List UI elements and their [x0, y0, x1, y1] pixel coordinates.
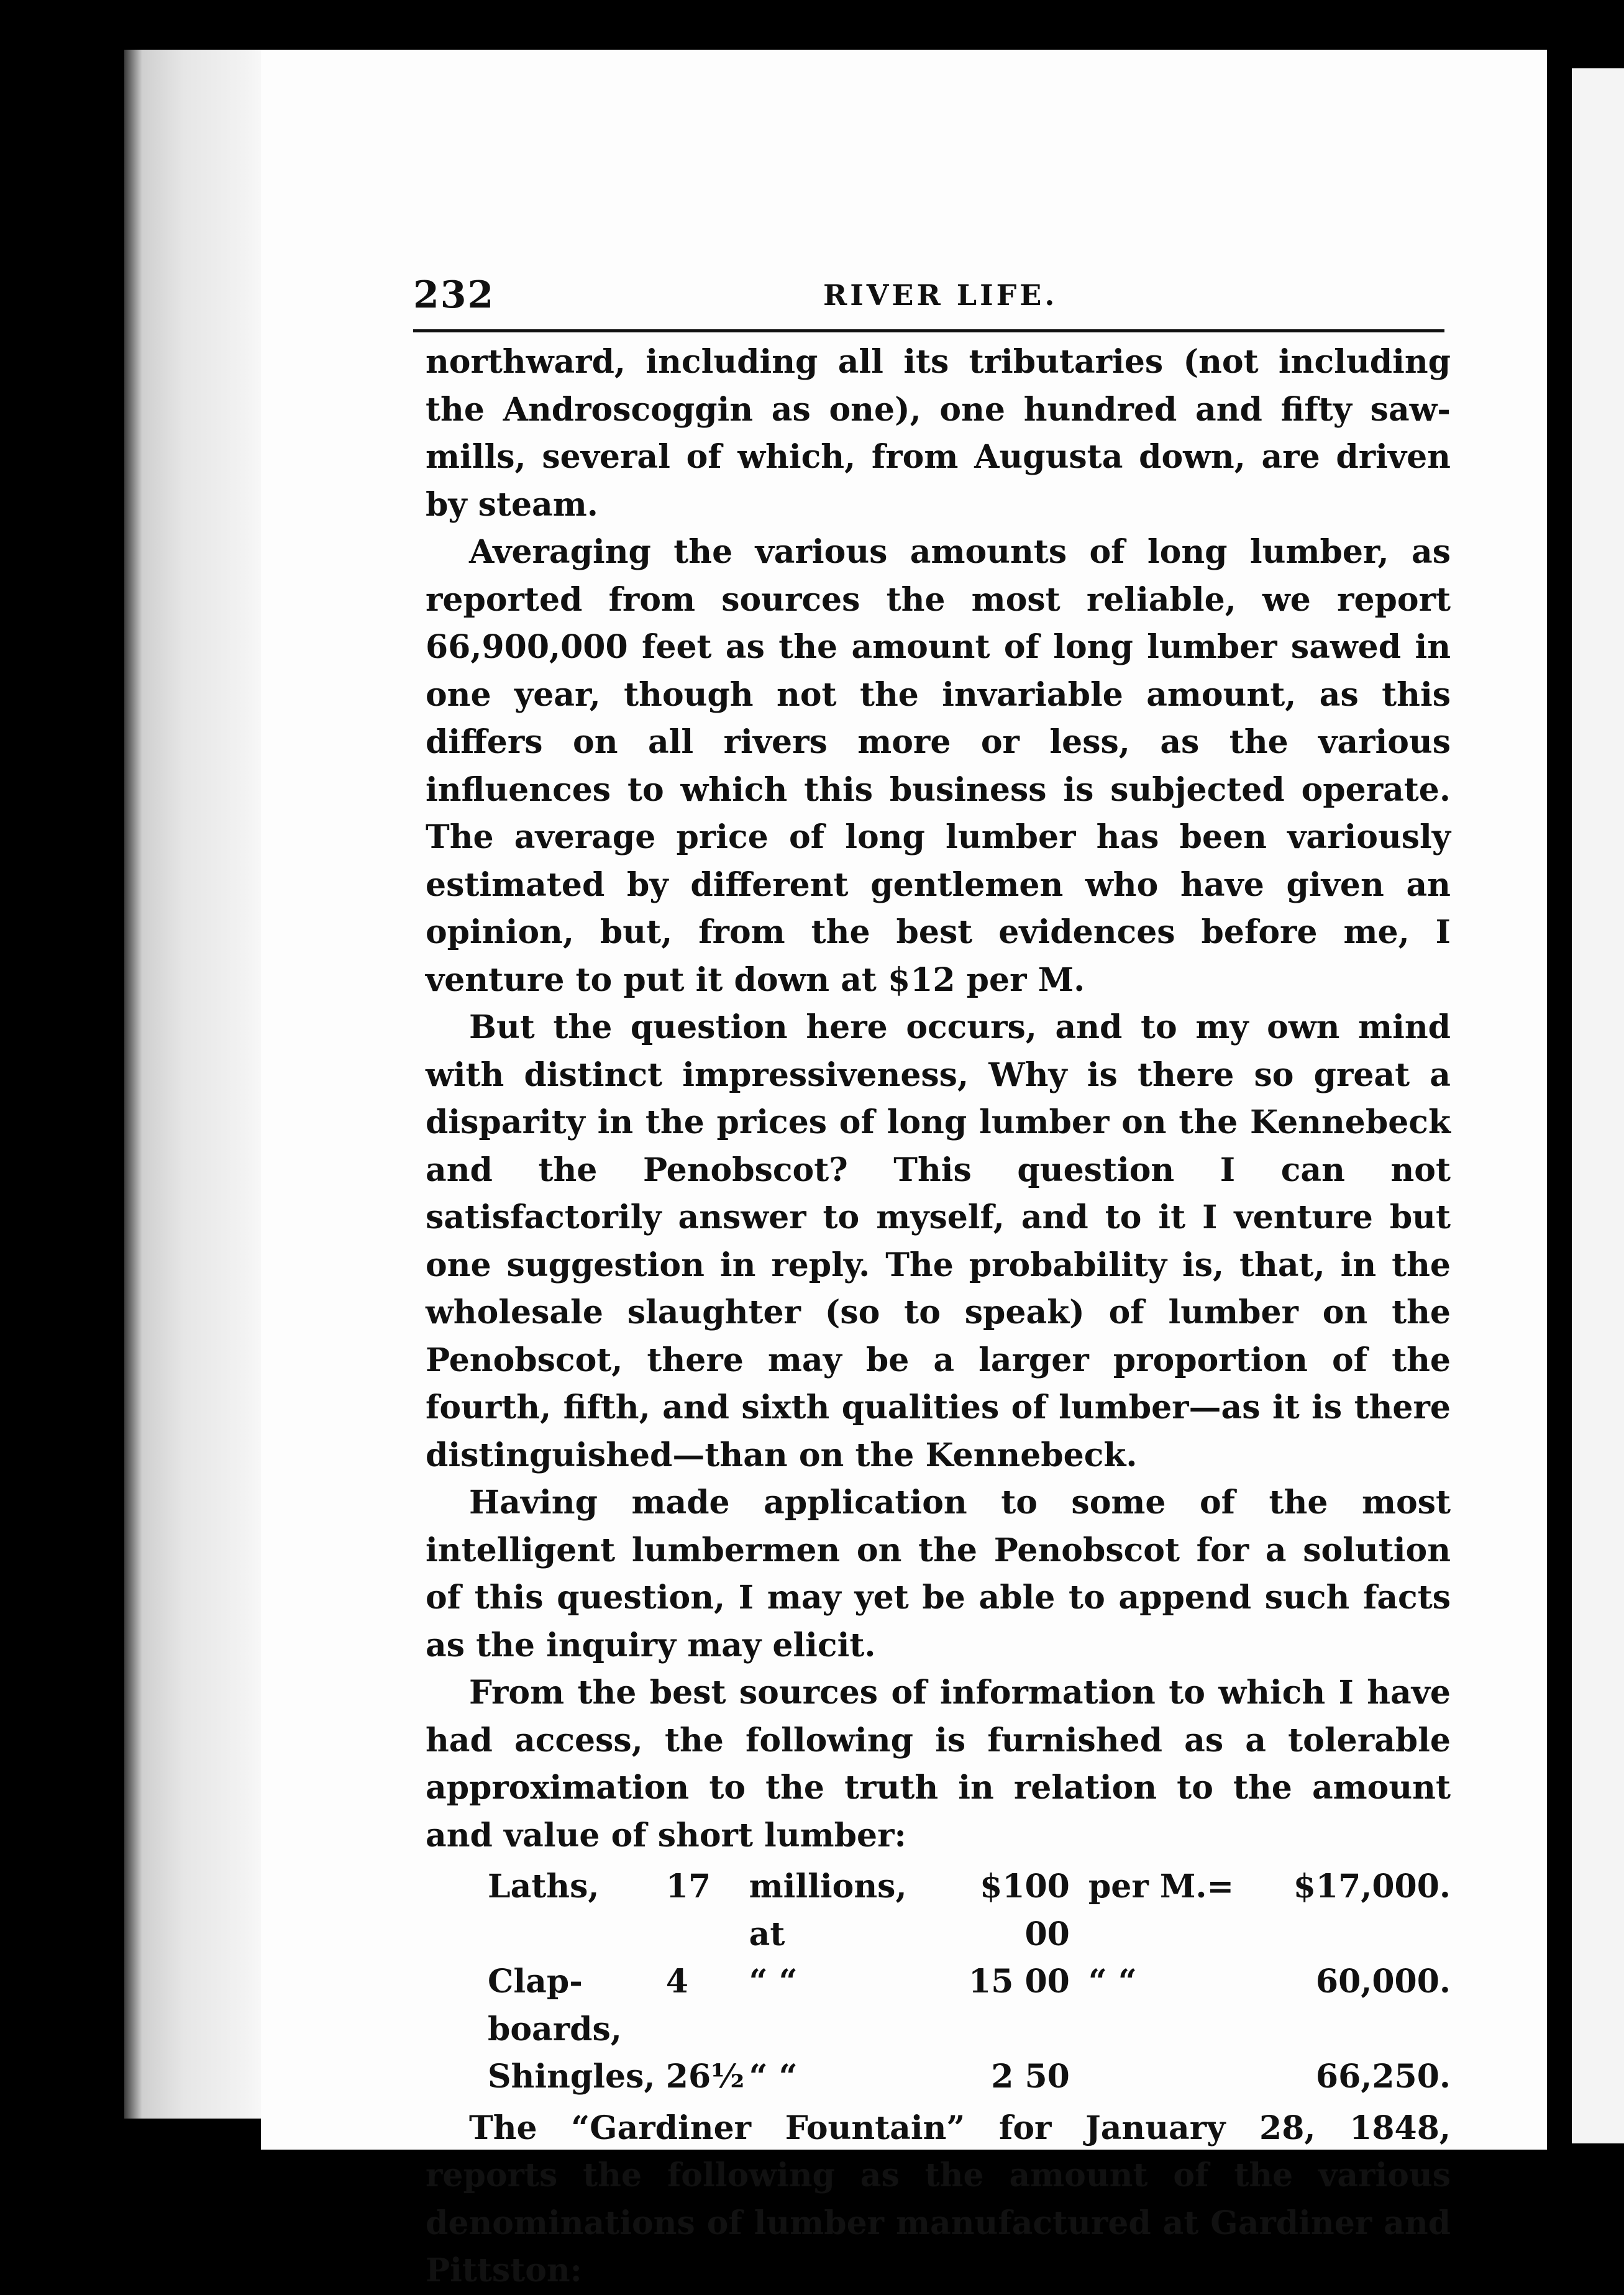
table-cell-total: 66,250.: [1315, 2058, 1451, 2096]
table-cell-unit: “ “: [749, 1963, 798, 2001]
book-page-edges: [124, 50, 273, 2119]
paragraph: The “Gardiner Fountain” for January 28, 1848, reports the following as the amount of the various denominations of lumber manufactured at Gardiner and Pittston:: [426, 2109, 1451, 2289]
book-gutter: [1547, 62, 1572, 2150]
table-cell-price: 2 50: [991, 2058, 1070, 2096]
running-head: [413, 255, 1444, 332]
running-title: RIVER LIFE.: [823, 278, 1058, 312]
table-cell-qty: 17: [665, 1868, 711, 1905]
table-cell-total: $17,000.: [1293, 1868, 1451, 1905]
table-cell-item: Clap-boards,: [488, 1963, 622, 2048]
table-cell-qty: 4: [665, 1963, 688, 2001]
paragraph: Averaging the various amounts of long lumber, as reported from sources the most reliable, we report 66,900,000 feet as the amount of long lumber sawed in one year, though not the invariable amount, as this differs on all rivers more or less, as the various influences to which this business is subjected operate. The average price of long lumber has been variously estimated by different gentlemen who have given an opinion, but, from the best evidences before me, I venture to put it down at $12 per M.: [426, 533, 1451, 999]
paragraph-continued: northward, including all its tributaries (not including the Androscoggin as one), one hundred and fifty saw-mills, several of which, from Augusta down, are driven by steam.: [426, 343, 1451, 524]
table-row: [488, 1863, 1451, 1958]
table-cell-per: “ “: [1088, 1963, 1137, 2001]
page-number: 232: [413, 273, 495, 317]
table-cell-price: 15 00: [969, 1963, 1070, 2001]
paragraph: Having made application to some of the most intelligent lumbermen on the Penobscot for a solution of this question, I may yet be able to append such facts as the inquiry may elicit.: [426, 1484, 1451, 1664]
table-cell-per: per M.=: [1088, 1868, 1234, 1905]
table-cell-total: 60,000.: [1315, 1963, 1451, 2001]
table-cell-unit: “ “: [749, 2058, 798, 2096]
table-cell-item: Shingles,: [488, 2058, 655, 2096]
facing-page-edge: [1572, 68, 1624, 2143]
table-cell-unit: millions, at: [749, 1868, 907, 1953]
body-text: [426, 339, 1451, 2295]
table-cell-price: $100 00: [980, 1868, 1070, 1953]
table-row: [488, 1958, 1451, 2053]
table-cell-item: Laths,: [488, 1868, 600, 1905]
paragraph: From the best sources of information to which I have had access, the following is furnished as a tolerable approximation to the truth in relation to the amount and value of short lumber:: [426, 1674, 1451, 1855]
table-row: [488, 2053, 1451, 2101]
book-page: [261, 50, 1547, 2289]
table-cell-per: [1070, 2053, 1284, 2101]
table-cell-qty: 26½: [665, 2058, 745, 2096]
short-lumber-table: [488, 1863, 1451, 2101]
paragraph: But the question here occurs, and to my own mind with distinct impressiveness, Why is there so great a disparity in the prices of long lumber on the Kennebeck and the Penobscot? This question I can not satisfactorily answer to myself, and to it I venture but one suggestion in reply. The probability is, that, in the wholesale slaughter (so to speak) of lumber on the Penobscot, there may be a larger proportion of the fourth, fifth, and sixth qualities of lumber—as it is there distinguished—than on the Kennebeck.: [426, 1008, 1451, 1474]
